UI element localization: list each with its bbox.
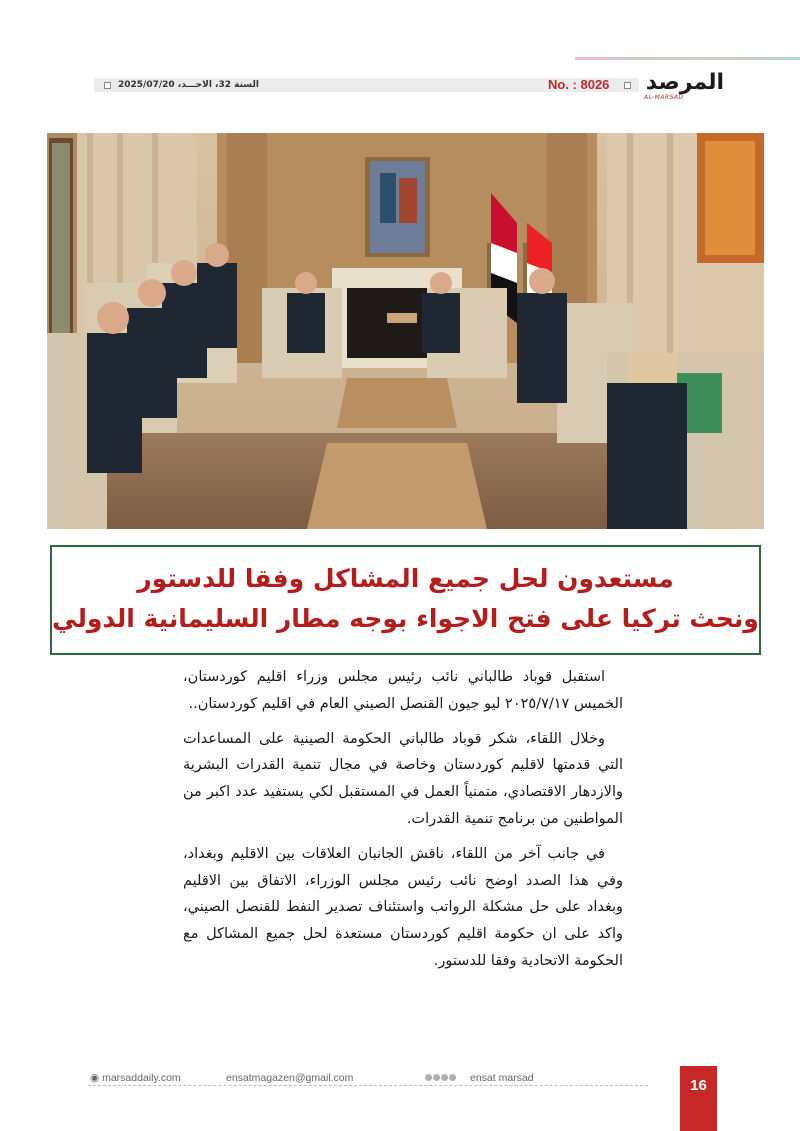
meeting-photo-image — [47, 133, 764, 529]
issue-number: No. : 8026 — [548, 77, 610, 92]
twitter-icon[interactable] — [433, 1074, 440, 1081]
headline-line-1: مستعدون لحل جميع المشاكل وفقا للدستور — [137, 564, 674, 593]
headline-line-2: ونحث تركيا على فتح الاجواء بوجه مطار السليمانية الدولي — [52, 604, 759, 633]
header-top-line — [575, 57, 800, 60]
article-paragraph: استقبل قوباد طالباني نائب رئيس مجلس وزراء اقليم كوردستان، الخميس ٢٠٢٥/٧/١٧ ليو جيون القنصل الصيني العام في اقليم كوردستان.. — [183, 669, 623, 712]
newspaper-logo — [640, 70, 724, 104]
headline-box — [50, 545, 761, 655]
article-paragraph: في جانب آخر من اللقاء، ناقش الجانبان العلاقات بين الاقليم وبغداد، وفي هذا الصدد اوضح نائب رئيس مجلس الوزراء، الاتفاق بين الاقليم وبغداد على حل مشكلة الرواتب واستئناف تصدير النفط للقنصل الصيني، واكد على ان حكومة اقليم كوردستان مستعدة لحل جميع المشاكل مع الحكومة الاتحادية وفقا للدستور. — [183, 845, 623, 969]
website-text: marsaddaily.com — [102, 1072, 181, 1084]
article-paragraph: وخلال اللقاء، شكر قوباد طالباني الحكومة الصينية على المساعدات التي قدمتها لاقليم كوردستان وخاصة في مجال تنمية القدرات البشرية والازدهار الاقتصادي، متمنياً العمل في المستقبل لكي يستفيد عدد اكبر من المواطنين من برنامج تنمية القدرات. — [183, 730, 623, 827]
footer-website[interactable] — [90, 1071, 181, 1085]
globe-icon: ◉ — [90, 1072, 100, 1084]
facebook-icon[interactable] — [425, 1074, 432, 1081]
header-square-bullet — [624, 82, 631, 89]
footer-email[interactable]: ensatmagazen@gmail.com — [226, 1072, 354, 1084]
footer-social-handle[interactable]: ensat marsad — [470, 1072, 534, 1084]
logo-text: المرصد — [645, 70, 724, 95]
instagram-icon[interactable] — [441, 1074, 448, 1081]
issue-date-line: السنة 32، الاحـــد، 2025/07/20 — [118, 80, 259, 90]
header-square-bullet — [104, 82, 111, 89]
social-icons — [425, 1074, 457, 1082]
footer-divider — [88, 1085, 648, 1086]
logo-subtitle: AL-MARSAD — [644, 94, 684, 101]
page-number: 16 — [680, 1066, 717, 1131]
meeting-photo — [47, 133, 764, 529]
headline — [52, 559, 759, 639]
youtube-icon[interactable] — [449, 1074, 456, 1081]
article-body — [183, 664, 623, 983]
